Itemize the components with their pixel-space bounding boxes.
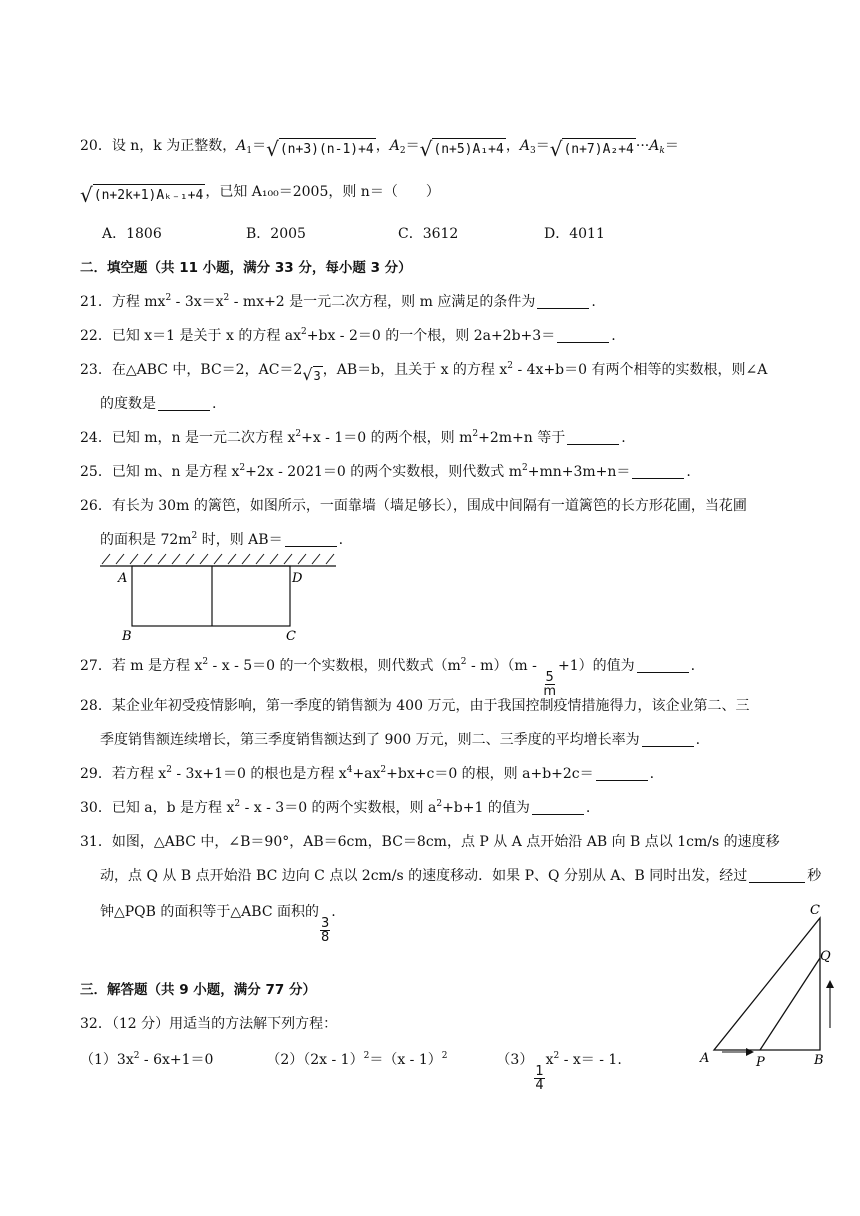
section-heading-fill-in: 二．填空题（共 11 小题，满分 33 分，每小题 3 分） xyxy=(80,260,412,276)
question-31: 31．如图，△ABC 中，∠B＝90°，AB＝6cm，BC＝8cm，点 P 从 A 点开始沿 AB 向 B 点以 1cm/s 的速度移 xyxy=(80,834,780,850)
radical-a2: √ (n+5)A₁+4 xyxy=(419,137,504,161)
answer-blank[interactable] xyxy=(532,800,584,815)
question-26-line2: 的面积是 $72m^2$ 时，则 AB＝ . xyxy=(100,531,344,548)
triangle-abc xyxy=(714,918,820,1050)
question-21: 21．方程 $mx^2 - 3x=x^2 - mx+2$ 是一元二次方程，则 m 应满足的条件为 . xyxy=(80,293,596,310)
answer-blank[interactable] xyxy=(637,658,689,673)
label-c: C xyxy=(286,629,296,644)
label-d: D xyxy=(292,571,303,586)
answer-blank[interactable] xyxy=(642,732,694,747)
question-22: 22．已知 x＝1 是关于 x 的方程 $ax^2+bx - 2=0$ 的一个根，则 2a+2b+3＝ . xyxy=(80,327,616,344)
question-30: 30．已知 a，b 是方程 $x^2 - x - 3=0$ 的两个实数根，则 $a^2+b+1$ 的值为 . xyxy=(80,799,591,816)
answer-blank[interactable] xyxy=(567,430,619,445)
answer-blank[interactable] xyxy=(632,464,684,479)
fraction-3-over-8: $\frac{3}{8}$ xyxy=(321,916,330,945)
answer-blank[interactable] xyxy=(596,766,648,781)
radical-ak: √ (n+2k+1)Aₖ₋₁+4 xyxy=(80,183,204,207)
fence-diagram xyxy=(96,552,346,644)
part-3: （3） $\frac{1}{4}$ $x^2 - x= - 1$. xyxy=(496,1051,622,1093)
part-2: （2）（2x - 1）$^2$＝（x - 1）$^2$ xyxy=(266,1051,448,1068)
label-q: Q xyxy=(820,949,831,964)
q20-option-a: A．1806 xyxy=(102,226,162,242)
label-b: B xyxy=(814,1053,824,1068)
answer-blank[interactable] xyxy=(557,328,609,343)
answer-blank[interactable] xyxy=(537,294,589,309)
answer-blank[interactable] xyxy=(749,868,805,883)
q20-option-c: C．3612 xyxy=(398,226,459,242)
question-27: 27．若 m 是方程 $x^2 - x - 5=0$ 的一个实数根，则代数式$(m^2 - m)(m$ - $\frac{5}{m}$ +1）的值为 . xyxy=(80,657,696,699)
segment-pq xyxy=(760,958,820,1050)
question-28-line2: 季度销售额连续增长，第三季度销售额达到了 900 万元，则二、三季度的平均增长率为 . xyxy=(100,732,701,748)
question-31-line2: 动，点 Q 从 B 点开始沿 BC 边向 C 点以 2cm/s 的速度移动．如果 P、Q 分别从 A、B 同时出发，经过 秒 xyxy=(100,868,822,884)
question-32: 32．（12 分）用适当的方法解下列方程： xyxy=(80,1016,338,1032)
triangle-diagram xyxy=(692,898,842,1070)
label-p: P xyxy=(756,1055,765,1070)
answer-blank[interactable] xyxy=(285,532,337,547)
q20-number: 20 xyxy=(80,138,98,154)
radical-a3: √ (n+7)A₂+4 xyxy=(549,137,634,161)
wall-hatching xyxy=(102,554,334,564)
question-23-line2: 的度数是 . xyxy=(100,396,217,412)
answer-blank[interactable] xyxy=(158,396,210,411)
label-a: A xyxy=(700,1051,710,1066)
label-c: C xyxy=(810,903,820,918)
question-28: 28．某企业年初受疫情影响，第一季度的销售额为 400 万元，由于我国控制疫情措施得力，该企业第二、三 xyxy=(80,698,750,714)
question-26: 26．有长为 30m 的篱笆，如图所示，一面靠墙（墙足够长），围成中间隔有一道篱笆的长方形花圃，当花圃 xyxy=(80,498,747,514)
garden-rectangle xyxy=(132,566,290,626)
q20-line2: √ (n+2k+1)Aₖ₋₁+4 ，已知 A₁₀₀＝2005，则 n＝（ ） xyxy=(80,183,440,207)
part-1: $(1)3x^2 - 6x+1=0$ xyxy=(80,1051,214,1068)
label-b: B xyxy=(122,629,132,644)
q20-option-b: B．2005 xyxy=(246,226,306,242)
radical-a1: √ (n+3)(n-1)+4 xyxy=(266,137,374,161)
q20-option-d: D．4011 xyxy=(544,226,605,242)
label-a: A xyxy=(118,571,128,586)
question-31-line3: 钟△PQB 的面积等于△ABC 面积的 $\frac{3}{8}$ . xyxy=(100,904,336,945)
question-32-parts xyxy=(80,1050,622,1092)
fraction-5-over-m: $\frac{5}{m}$ xyxy=(543,670,557,699)
fraction-1-over-4: $\frac{1}{4}$ xyxy=(535,1064,544,1093)
arrow-q-head xyxy=(826,980,834,988)
question-29: 29．若方程 $x^2 - 3x+1=0$ 的根也是方程 $x^4+ax^2+bx+c=0$ 的根，则 a+b+2c＝ . xyxy=(80,765,655,782)
question-25: 25．已知 m、n 是方程 $x^2+2x - 2021=0$ 的两个实数根，则代数式 $m^2+mn+3m+n=$ . xyxy=(80,463,691,480)
question-24: 24．已知 m，n 是一元二次方程 $x^2+x - 1=0$ 的两个根，则 $m^2+2m+n$ 等于 . xyxy=(80,429,626,446)
section-heading-solve: 三．解答题（共 9 小题，满分 77 分） xyxy=(80,982,316,998)
sqrt-3: √ 3 xyxy=(302,365,321,384)
arrow-p-head xyxy=(746,1048,754,1056)
q20-line1: 20．设 n，k 为正整数，$A_1=$ √ (n+3)(n-1)+4 ，$A_2=$ √ (n+5)A₁+4 ，$A_3=$ √ (n+7)A₂+4 $\cdot\cdot\cdot A_k=$ xyxy=(80,137,679,161)
question-23: 23．在△ABC 中，BC＝2，AC＝2 √ 3 ，AB＝b，且关于 x 的方程 $x^2 - 4x+b=0$ 有两个相等的实数根，则∠A xyxy=(80,361,768,384)
